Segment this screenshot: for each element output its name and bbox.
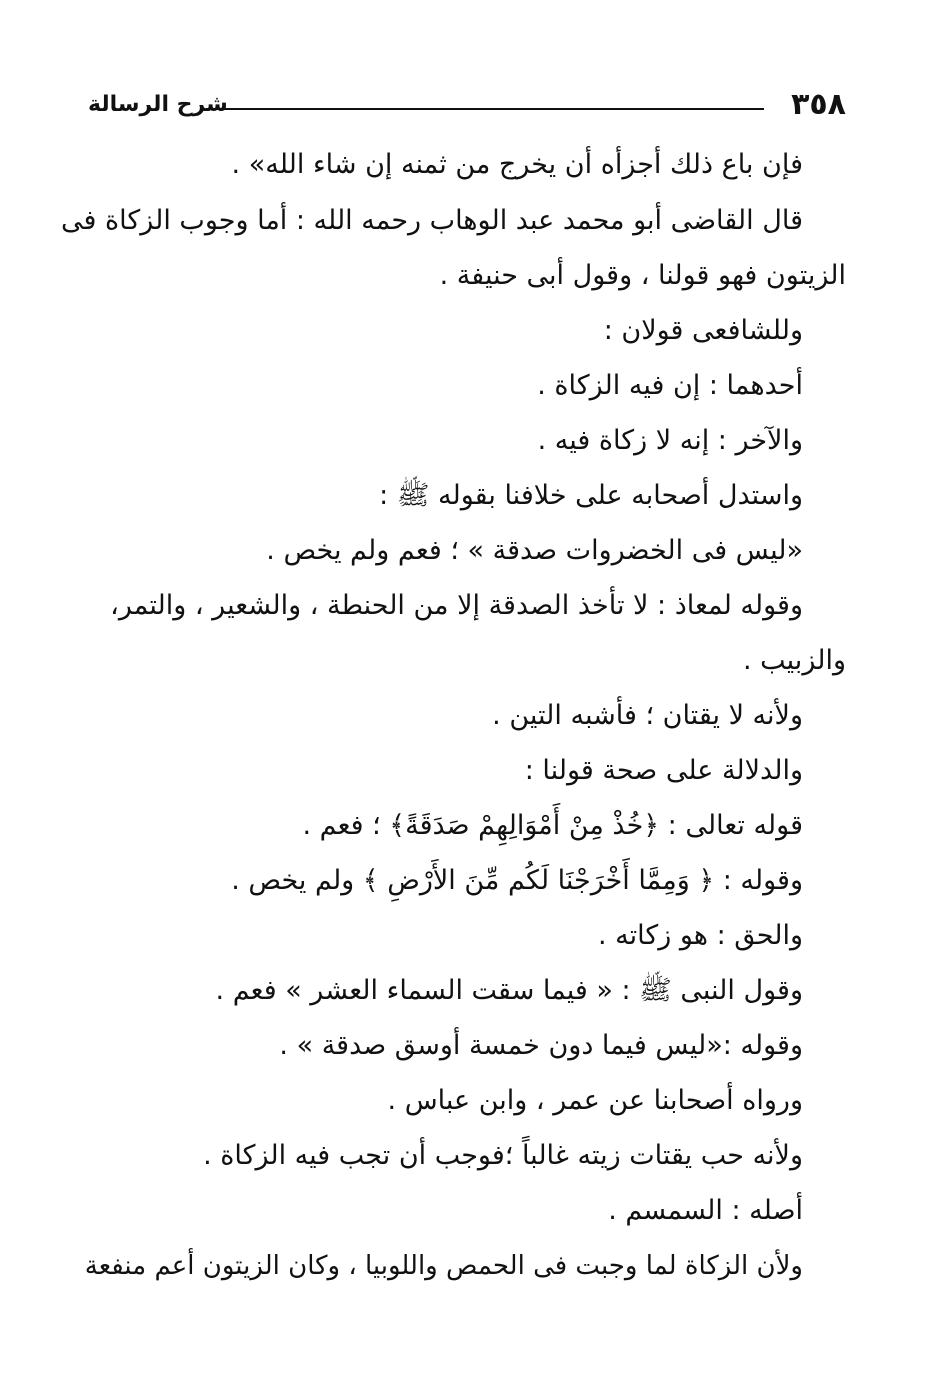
text-line: وقول النبى ﷺ : « فيما سقت السماء العشر » فعم .: [215, 975, 803, 1006]
text-line: ولأنه حب يقتات زيته غالباً ؛فوجب أن تجب فيه الزكاة .: [203, 1140, 803, 1171]
running-head: شرح الرسالة: [88, 92, 228, 117]
text-line: قال القاضى أبو محمد عبد الوهاب رحمه الله : أما وجوب الزكاة فى: [60, 205, 803, 236]
text-line: ولأنه لا يقتان ؛ فأشبه التين .: [492, 700, 803, 731]
text-line: واستدل أصحابه على خلافنا بقوله ﷺ :: [379, 480, 803, 511]
text-line: وللشافعى قولان :: [603, 315, 803, 346]
text-line: والدلالة على صحة قولنا :: [524, 755, 803, 786]
text-line: وقوله : ﴿ وَمِمَّا أَخْرَجْنَا لَكُم مِّنَ الأَرْضِ ﴾ ولم يخص .: [231, 865, 803, 896]
text-line: وقوله :«ليس فيما دون خمسة أوسق صدقة » .: [279, 1030, 803, 1061]
text-line: فإن باع ذلك أجزأه أن يخرج من ثمنه إن شاء الله» .: [231, 149, 803, 180]
text-line: أحدهما : إن فيه الزكاة .: [537, 370, 803, 401]
text-line: «ليس فى الخضروات صدقة » ؛ فعم ولم يخص .: [266, 535, 803, 566]
header-rule: [206, 108, 764, 110]
text-line: ولأن الزكاة لما وجبت فى الحمص واللوبيا ، وكان الزيتون أعم منفعة: [84, 1251, 803, 1281]
text-line: والحق : هو زكاته .: [597, 920, 803, 951]
text-line: قوله تعالى : ﴿خُذْ مِنْ أَمْوَالِهِمْ صَدَقَةً﴾ ؛ فعم .: [302, 810, 803, 841]
page-number: ٣٥٨: [791, 87, 846, 122]
text-line: وقوله لمعاذ : لا تأخذ الصدقة إلا من الحنطة ، والشعير ، والتمر،: [110, 590, 803, 621]
text-line: والآخر : إنه لا زكاة فيه .: [537, 425, 803, 456]
text-line: أصله : السمسم .: [608, 1195, 803, 1226]
page-header: [86, 86, 846, 126]
text-line: الزيتون فهو قولنا ، وقول أبى حنيفة .: [439, 260, 846, 291]
text-line: والزبيب .: [742, 645, 846, 676]
text-line: ورواه أصحابنا عن عمر ، وابن عباس .: [387, 1085, 803, 1116]
